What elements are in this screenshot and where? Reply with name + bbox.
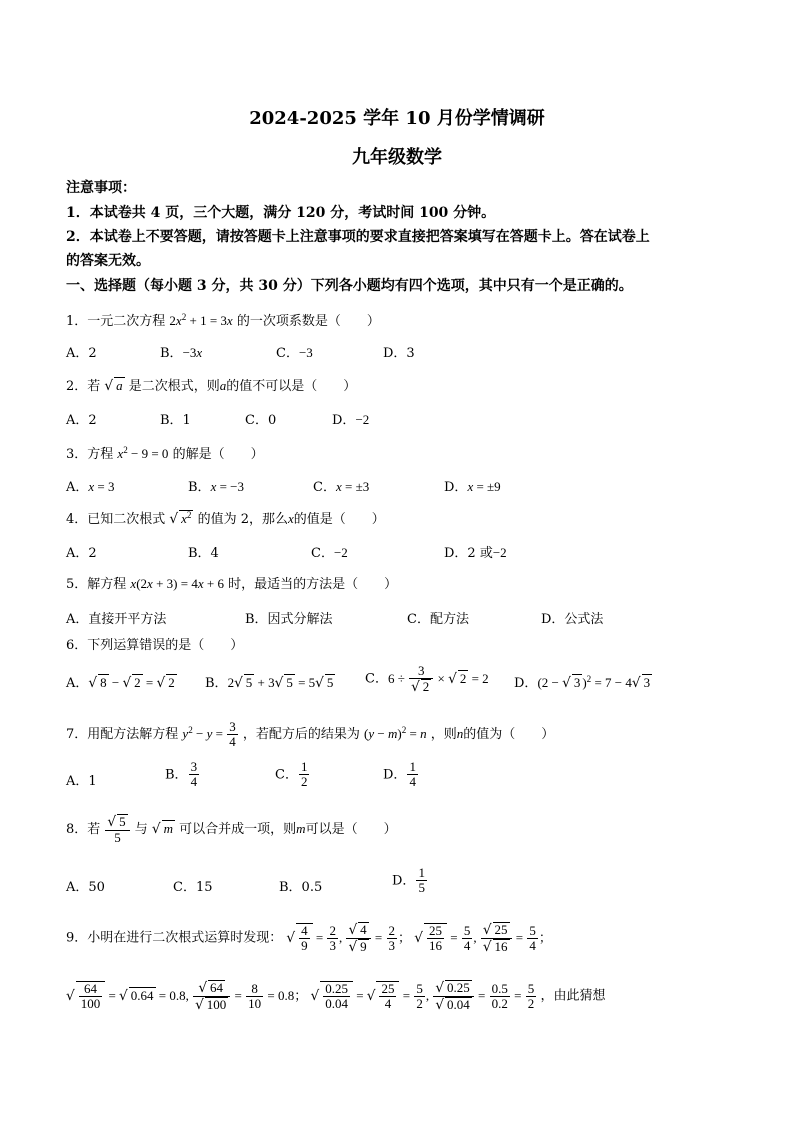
section-1-heading: 一、选择题（每小题 3 分，共 30 分）下列各小题均有四个选项，其中只有一个是正确的。	[66, 278, 633, 294]
q5-option-a: A．直接开平方法	[66, 612, 167, 627]
q3-option-d: D．x = ±9	[444, 479, 501, 495]
q1-option-d: D．3	[383, 346, 415, 361]
q2-option-b: B．1	[160, 413, 191, 428]
q2-option-c: C．0	[245, 413, 277, 428]
q8-option-b: B．0.5	[279, 880, 323, 895]
q6-option-b: B．2√ 5 + 3√ 5 = 5√ 5	[205, 675, 334, 691]
notes-item-2-line-1: 2．本试卷上不要答题，请按答题卡上注意事项的要求直接把答案填写在答题卡上。答在试卷上	[66, 229, 650, 245]
page-subtitle: 九年级数学	[352, 147, 442, 168]
notes-item-1: 1．本试卷共 4 页，三个大题，满分 120 分，考试时间 100 分钟。	[66, 205, 496, 221]
q8-option-a: A．50	[66, 880, 105, 895]
q6-option-a: A．√ 8 − √ 2 = √ 2	[66, 675, 175, 691]
q6-option-d: D．(2 − √ 3 )$^2$ = 7 − 4√ 3	[514, 674, 651, 691]
q5-option-b: B．因式分解法	[245, 612, 333, 627]
notes-heading: 注意事项：	[66, 180, 136, 196]
question-6: 6．下列运算错误的是（ ）	[66, 638, 244, 653]
q1-option-c: C．−3	[276, 345, 313, 361]
question-8: 8．若 $\frac{√ 5}{5}$ 与 √ m 可以合并成一项，则m可以是（ ）	[66, 814, 397, 846]
q3-option-a: A．x = 3	[66, 479, 115, 495]
q1-option-b: B．−3x	[160, 345, 203, 361]
q5-option-d: D．公式法	[541, 612, 604, 627]
q7-option-c: C． $\frac{1}{2}$	[275, 759, 308, 790]
q2-option-d: D．−2	[332, 412, 370, 428]
q3-option-b: B．x = −3	[188, 479, 245, 495]
q7-option-b: B． $\frac{3}{4}$	[165, 759, 198, 790]
q3-option-c: C．x = ±3	[313, 479, 370, 495]
q2-option-a: A．2	[66, 413, 97, 428]
q4-option-a: A．2	[66, 546, 97, 561]
question-9-continued: √ $\frac{64}{100}$ = √ 0.64 = 0.8, $\frac{√ 64}{√ 100}$ = $\frac{8}{10}$ = 0.8； √ $\frac{0.25}{0.04}$ = √ $\frac{25}{4}$ = $\frac{5}{2}$ , $\frac{√ 0.25}{√ 0.04}$ = $\frac{0.5}{0.2}$ = $\frac{5}{2}$ ，由此猜想	[66, 980, 606, 1014]
question-7: 7．用配方法解方程 $y^2 - y$ = $\frac{3}{4}$ ，若配方后的结果为 $(y - m)^2 = n$ ，则n的值为（ ）	[66, 719, 555, 750]
q5-option-c: C．配方法	[407, 612, 469, 627]
q8-option-c: C．15	[173, 880, 213, 895]
q7-option-a: A．1	[66, 774, 97, 789]
question-3: 3．方程 $x^2 - 9 = 0$ 的解是（ ）	[66, 445, 264, 462]
q1-option-a: A．2	[66, 346, 97, 361]
question-5: 5．解方程 x(2x + 3) = 4x + 6 时，最适当的方法是（ ）	[66, 576, 398, 592]
question-1: 1．一元二次方程 $2x^2 + 1 = 3x$ 的一次项系数是（ ）	[66, 312, 380, 329]
q4-option-d: D．2 或−2	[444, 545, 507, 561]
q4-option-c: C．−2	[311, 545, 348, 561]
page-title: 2024-2025 学年 10 月份学情调研	[249, 108, 545, 129]
notes-item-2-line-2: 的答案无效。	[66, 253, 150, 269]
q6-option-c: C．6 ÷ $\frac{3}{√ 2}$ × √ 2 = 2	[365, 663, 489, 696]
q8-option-d: D． $\frac{1}{5}$	[392, 865, 425, 896]
q4-option-b: B．4	[188, 546, 219, 561]
question-4: 4．已知二次根式 √ $x^2$ 的值为 2，那么x的值是（ ）	[66, 510, 385, 527]
q7-option-d: D． $\frac{1}{4}$	[383, 759, 416, 790]
question-2: 2．若 √ a 是二次根式，则a的值不可以是（ ）	[66, 378, 357, 394]
question-9: 9．小明在进行二次根式运算时发现： √ $\frac{4}{9}$ = $\frac{2}{3}$ , $\frac{√ 4}{√ 9}$ = $\frac{2}{3}$ ； √ $\frac{25}{16}$ = $\frac{5}{4}$ , $\frac{√ 25}{√ 16}$ = $\frac{5}{4}$ ；	[66, 922, 552, 956]
